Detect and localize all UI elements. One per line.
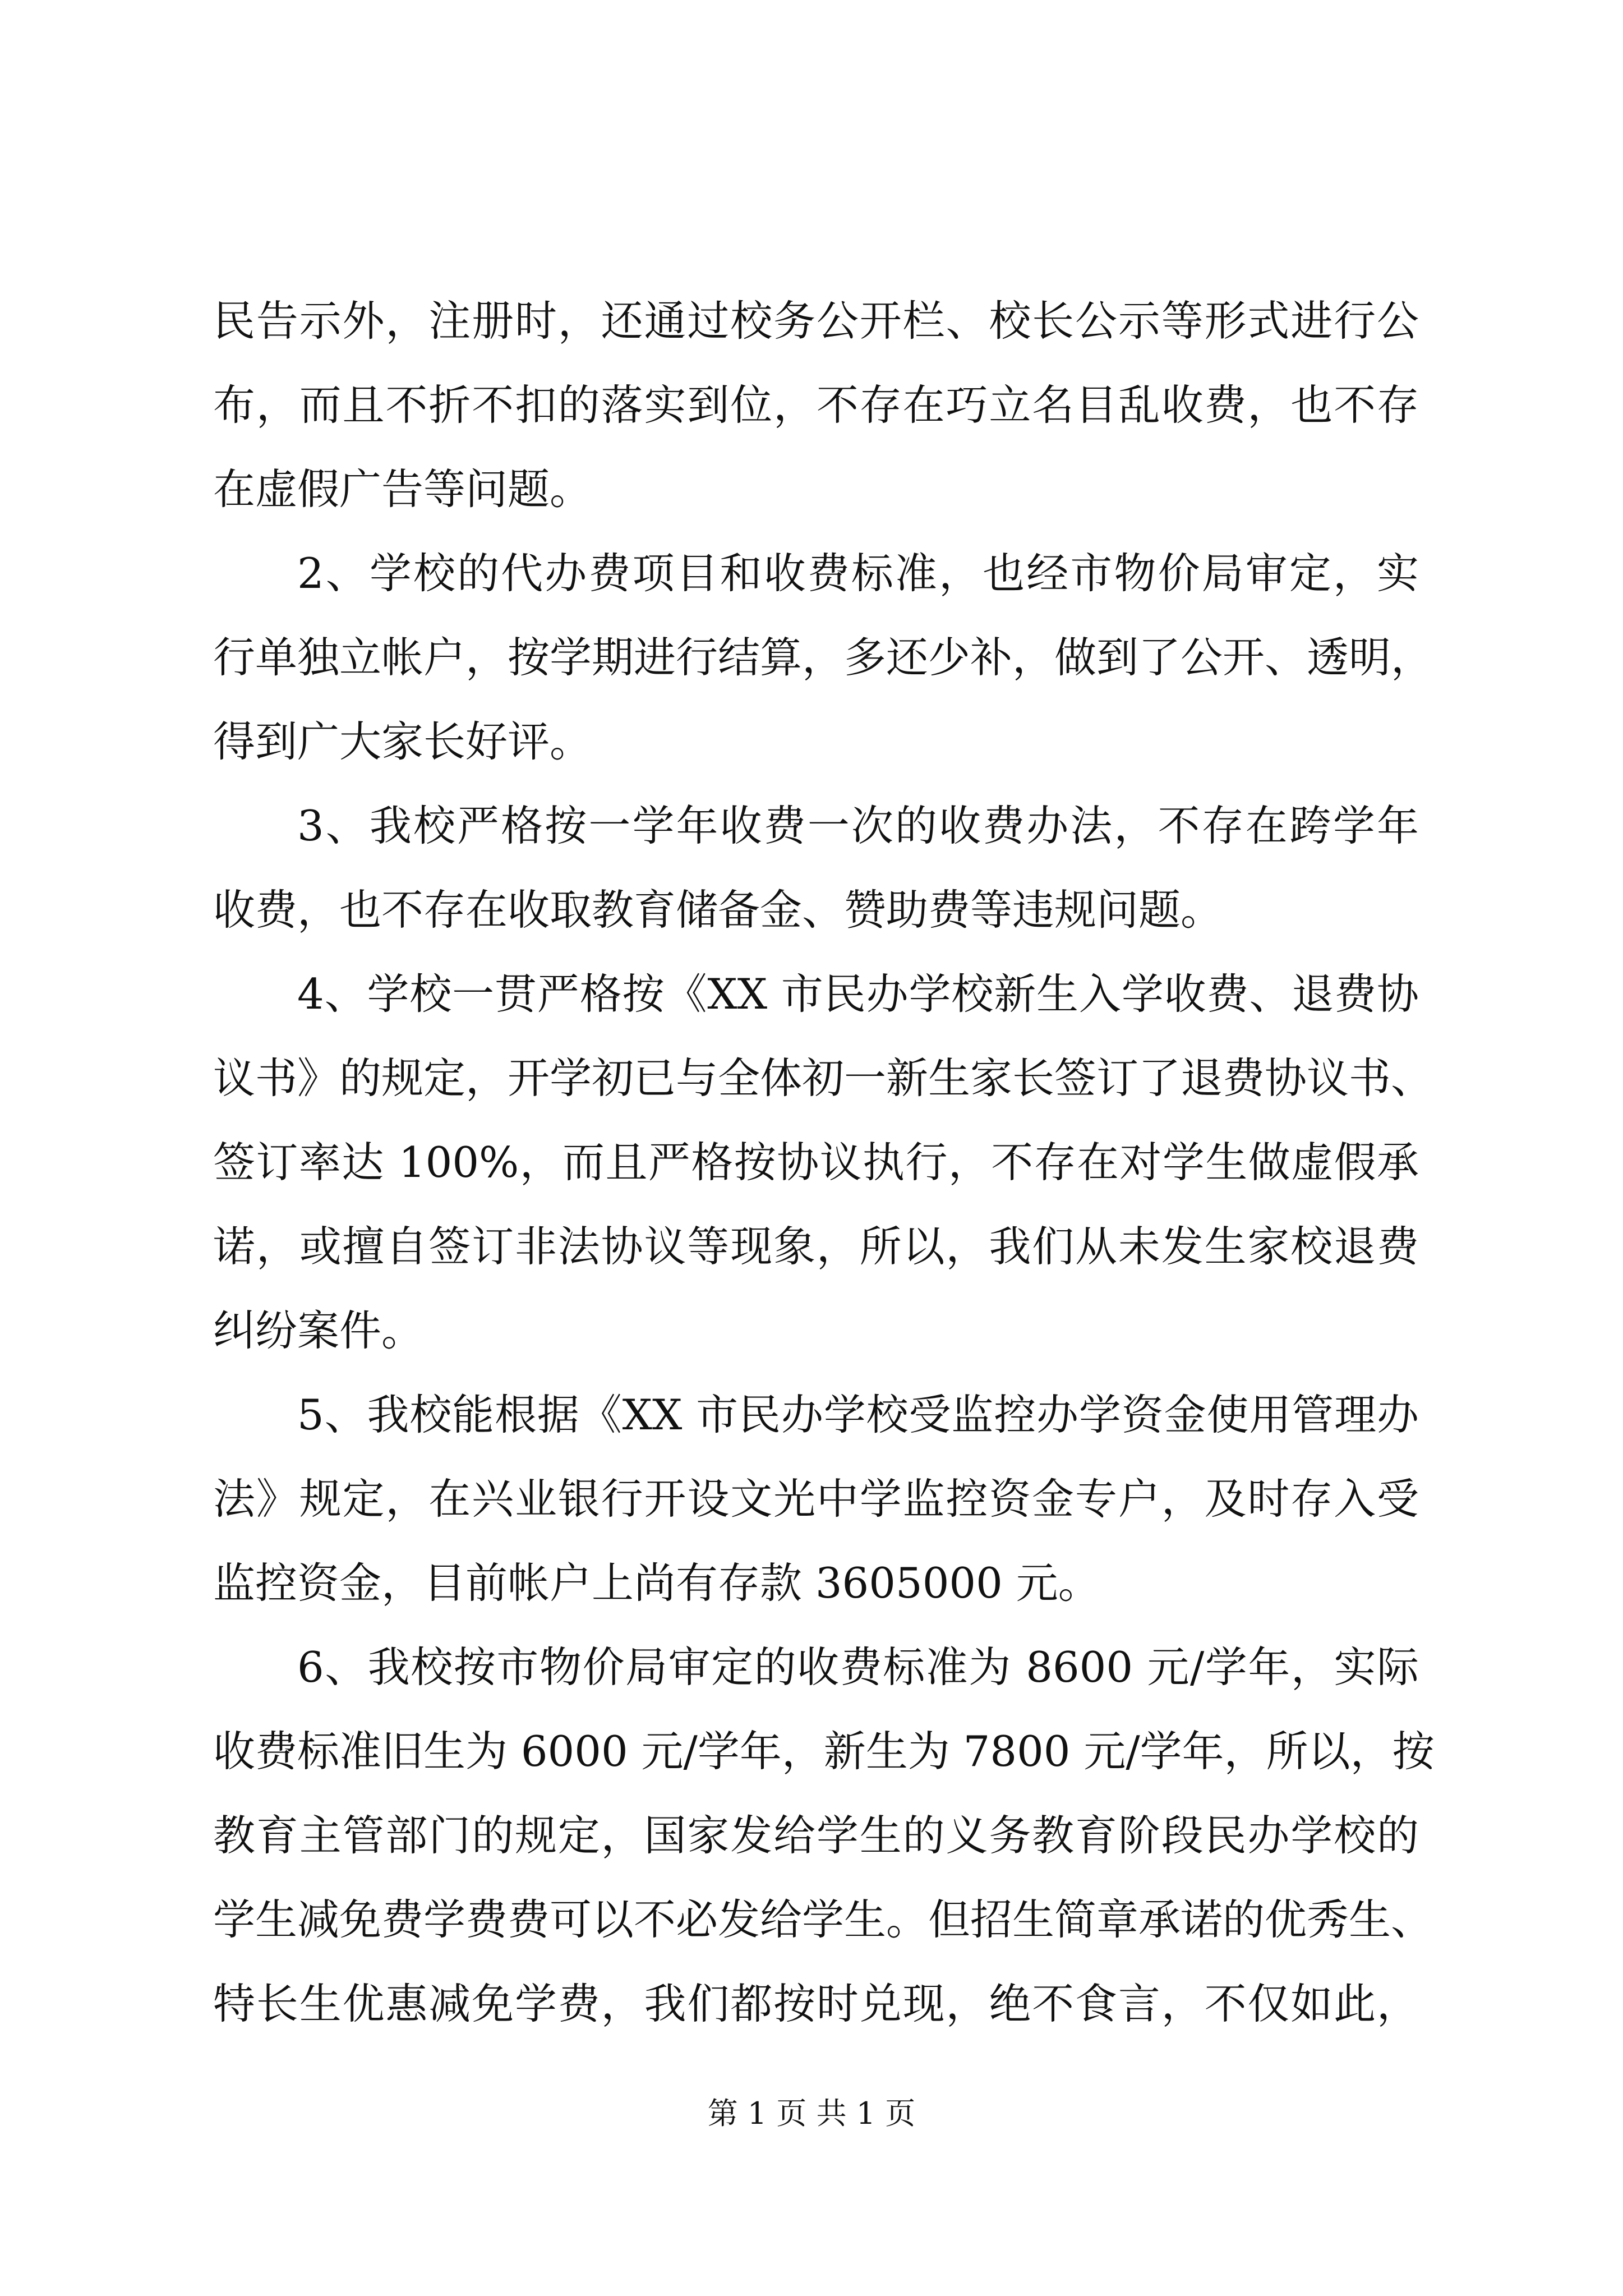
text-line: 收费标准旧生为 6000 元/学年，新生为 7800 元/学年，所以，按 — [213, 1727, 1435, 1776]
text-line: 民告示外，注册时，还通过校务公开栏、校长公示等形式进行公 — [213, 296, 1419, 346]
text-line: 纠纷案件。 — [213, 1306, 424, 1355]
text-line: 议书》的规定，开学初已与全体初一新生家长签订了退费协议书、 — [213, 1053, 1433, 1103]
text-line: 教育主管部门的规定，国家发给学生的义务教育阶段民办学校的 — [213, 1811, 1419, 1860]
text-line: 3、我校严格按一学年收费一次的收费办法，不存在跨学年 — [297, 801, 1419, 850]
text-line: 得到广大家长好评。 — [213, 717, 592, 766]
text-line: 学生减免费学费费可以不必发给学生。但招生简章承诺的优秀生、 — [213, 1895, 1433, 1944]
text-line: 6、我校按市物价局审定的收费标准为 8600 元/学年，实际 — [297, 1642, 1419, 1692]
text-line: 法》规定，在兴业银行开设文光中学监控资金专户，及时存入受 — [213, 1474, 1419, 1524]
text-line: 2、学校的代办费项目和收费标准，也经市物价局审定，实 — [297, 549, 1419, 598]
text-line: 行单独立帐户，按学期进行结算，多还少补，做到了公开、透明， — [213, 633, 1433, 682]
document-body — [213, 296, 1435, 2067]
text-line: 4、学校一贯严格按《XX 市民办学校新生入学收费、退费协 — [297, 969, 1419, 1019]
text-line: 5、我校能根据《XX 市民办学校受监控办学资金使用管理办 — [297, 1390, 1419, 1439]
text-line: 签订率达 100%，而且严格按协议执行，不存在对学生做虚假承 — [213, 1138, 1419, 1187]
text-line: 布，而且不折不扣的落实到位，不存在巧立名目乱收费，也不存 — [213, 380, 1419, 430]
page-footer — [0, 2097, 1623, 2131]
text-line: 特长生优惠减免学费，我们都按时兑现，绝不食言，不仅如此， — [213, 1979, 1419, 2028]
text-line: 在虚假广告等问题。 — [213, 464, 592, 514]
page-number-label: 第 1 页 共 1 页 — [707, 2096, 916, 2131]
text-line: 监控资金，目前帐户上尚有存款 3605000 元。 — [213, 1558, 1100, 1608]
text-line: 诺，或擅自签订非法协议等现象，所以，我们从未发生家校退费 — [213, 1222, 1419, 1271]
text-line: 收费，也不存在收取教育储备金、赞助费等违规问题。 — [213, 885, 1223, 935]
